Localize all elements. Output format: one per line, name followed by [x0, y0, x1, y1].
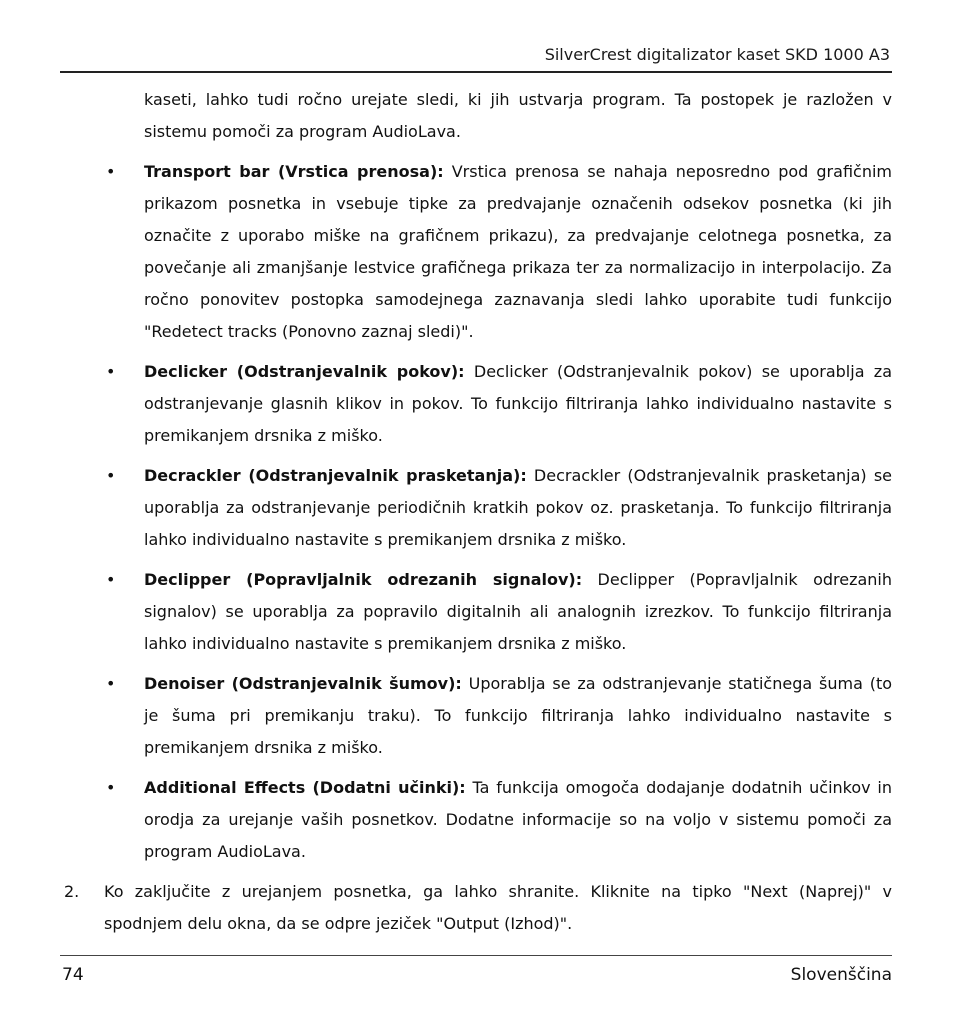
bullet-text: Declipper (Popravljalnik odrezanih signalov) se uporablja za popravilo digitalnih ali analognih izrezkov. To funkcijo filtriranja lahko individualno nastavite s premikanjem drsnika z miško. [144, 570, 893, 653]
bullet-text: Ta funkcija omogoča dodajanje dodatnih učinkov in orodja za urejanje vaših posnetkov. Dodatne informacije so na voljo v sistemu pomoči za program AudioLava. [144, 778, 893, 861]
bullet-icon: • [106, 466, 116, 485]
page-header-title: SilverCrest digitalizator kaset SKD 1000 A3 [544, 45, 890, 64]
footer-rule [60, 955, 892, 956]
bullet-term: Declicker (Odstranjevalnik pokov): [144, 362, 465, 381]
intro-paragraph: kaseti, lahko tudi ročno urejate sledi, ki jih ustvarja program. Ta postopek je razložen v sistemu pomoči za program AudioLava. [144, 90, 892, 141]
bullet-text: Uporablja se za odstranjevanje statičnega šuma (to je šuma pri premikanju traku). To funkcijo filtriranja lahko individualno nastavite s premikanjem drsnika z miško. [144, 674, 893, 757]
numbered-step-2 [60, 876, 892, 940]
footer-language: Slovenščina [790, 965, 892, 985]
bullet-icon: • [106, 570, 116, 589]
bullet-icon: • [106, 362, 116, 381]
bullet-text: Decrackler (Odstranjevalnik prasketanja) se uporablja za odstranjevanje periodičnih kratkih pokov oz. prasketanja. To funkcijo filtriranja lahko individualno nastavite s premikanjem drsnika z miško. [144, 466, 892, 549]
bullet-icon: • [106, 162, 116, 181]
bullet-text: Vrstica prenosa se nahaja neposredno pod grafičnim prikazom posnetka in vsebuje tipke za predvajanje označenih odsekov posnetka (ki jih označite z uporabo miške na grafičnem prikazu), za predvajanje celotnega posnetka, za povečanje ali zmanjšanje lestvice grafičnega prikaza ter za normalizacijo in interpolacijo. Za ročno ponovitev postopka samodejnega zaznavanja sledi lahko uporabite tudi funkcijo "Redetect tracks (Ponovno zaznaj sledi)". [144, 162, 892, 341]
bullet-declicker [60, 356, 892, 452]
bullet-text: Declicker (Odstranjevalnik pokov) se uporablja za odstranjevanje glasnih klikov in pokov. To funkcijo filtriranja lahko individualno nastavite s premikanjem drsnika z miško. [144, 362, 892, 445]
step-text: Ko zaključite z urejanjem posnetka, ga lahko shranite. Kliknite na tipko "Next (Naprej)" v spodnjem delu okna, da se odpre jeziček "Output (Izhod)". [104, 882, 892, 933]
bullet-icon: • [106, 778, 116, 797]
page-content [60, 84, 892, 940]
page-number: 74 [62, 965, 84, 985]
bullet-declipper [60, 564, 892, 660]
header-rule [60, 71, 892, 73]
bullet-term: Transport bar (Vrstica prenosa): [144, 162, 444, 181]
bullet-term: Decrackler (Odstranjevalnik prasketanja): [144, 466, 527, 485]
bullet-additional-effects [60, 772, 892, 868]
step-number: 2. [64, 882, 80, 901]
bullet-term: Denoiser (Odstranjevalnik šumov): [144, 674, 462, 693]
bullet-term: Declipper (Popravljalnik odrezanih signalov): [144, 570, 583, 589]
bullet-decrackler [60, 460, 892, 556]
bullet-transport-bar [60, 156, 892, 348]
bullet-term: Additional Effects (Dodatni učinki): [144, 778, 466, 797]
bullet-denoiser [60, 668, 892, 764]
bullet-icon: • [106, 674, 116, 693]
